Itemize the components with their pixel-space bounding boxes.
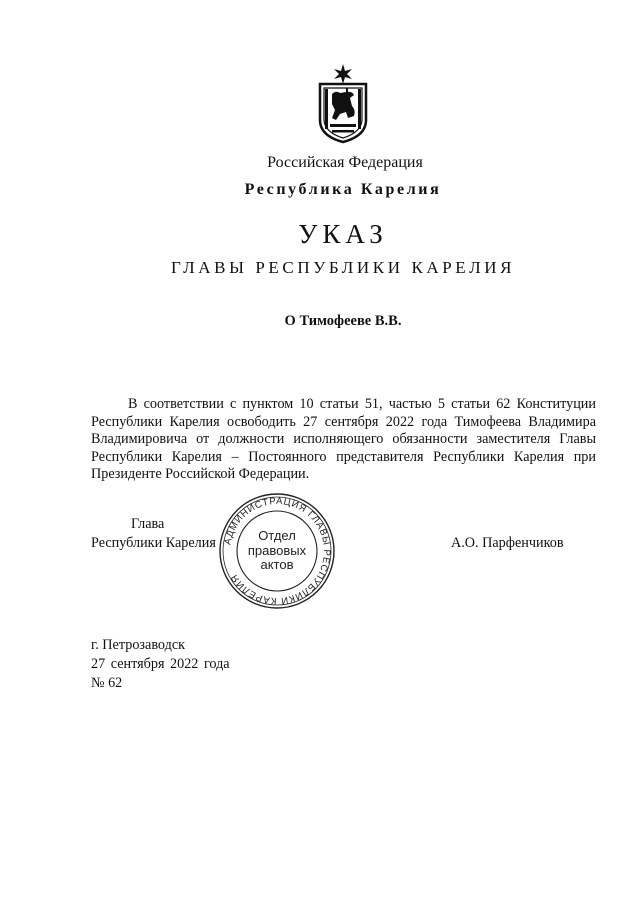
decree-paragraph: В соответствии с пунктом 10 статьи 51, частью 5 статьи 62 Конституции Республики Карелия освободить 27 сентября 2022 года Тимофеева Владимира Владимировича от должности исполняющего обязанности заместителя Главы Республики Карелия – Постоянного представителя Республики Карелия при Президенте Российской Федерации. [91, 396, 596, 483]
issue-date: 27 сентября 2022 года [91, 656, 230, 672]
decree-body [91, 396, 596, 484]
karelia-coat-of-arms-icon [312, 62, 374, 144]
signatory-name: А.О. Парфенчиков [451, 535, 564, 551]
official-stamp [218, 492, 336, 610]
stamp-text-line3: актов [260, 557, 294, 572]
issue-place: г. Петрозаводск [91, 637, 186, 653]
signatory-title-line1: Глава [131, 516, 165, 532]
issuer-heading: ГЛАВЫ РЕСПУБЛИКИ КАРЕЛИЯ [170, 258, 516, 277]
country-name: Российская Федерация [267, 154, 423, 171]
signatory-title-line2: Республики Карелия [91, 535, 216, 551]
stamp-text-line2: правовых [247, 543, 307, 558]
decree-number: № 62 [91, 675, 123, 691]
stamp-ring-text: АДМИНИСТРАЦИЯ ГЛАВЫ РЕСПУБЛИКИ КАРЕЛИЯ [222, 495, 333, 607]
document-type-heading: УКАЗ [298, 219, 388, 249]
republic-name: Республика Карелия [244, 181, 442, 198]
decree-subject: О Тимофееве В.В. [284, 313, 402, 329]
stamp-text-line1: Отдел [258, 528, 296, 543]
